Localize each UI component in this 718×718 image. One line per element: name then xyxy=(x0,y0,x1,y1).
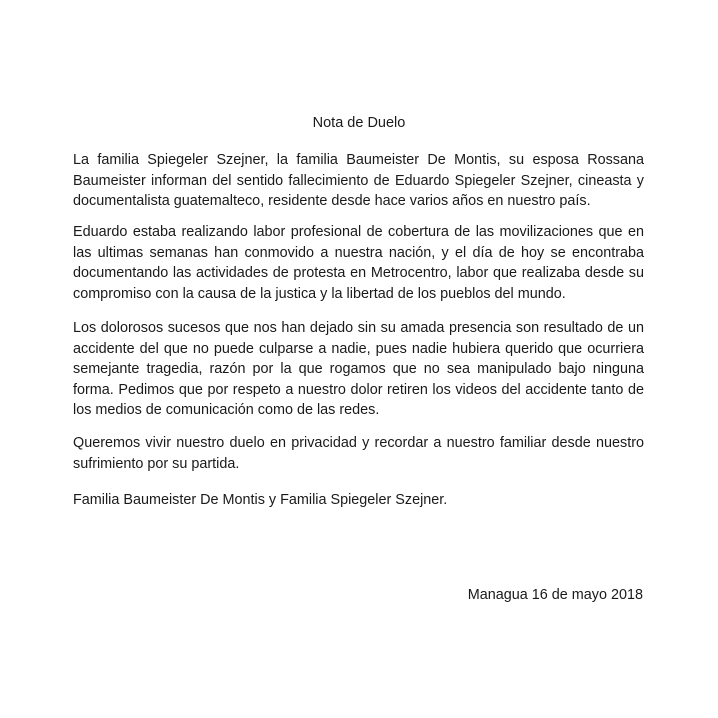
paragraph-request: Los dolorosos sucesos que nos han dejado sin su amada presencia son resultado de un accidente del que no puede culparse a nadie, pues nadie hubiera querido que ocurriera semejante tragedia, razón por la que rogamos que no sea manipulado bajo ninguna forma. Pedimos que por respeto a nuestro dolor retiren los videos del accidente tanto de los medios de comunicación como de las redes. xyxy=(73,320,644,419)
signature-families: Familia Baumeister De Montis y Familia Spiegeler Szejner. xyxy=(73,492,448,508)
paragraph-mourning: Queremos vivir nuestro duelo en privacidad y recordar a nuestro familiar desde nuestro sufrimiento por su partida. xyxy=(73,435,644,472)
page-title: Nota de Duelo xyxy=(312,115,406,131)
paragraph-announcement: La familia Spiegeler Szejner, la familia Baumeister De Montis, su esposa Rossana Baumeister informan del sentido fallecimiento de Eduardo Spiegeler Szejner, cineasta y documentalista guatemalteco, residente desde hace varios años en nuestro país. xyxy=(73,152,644,210)
paragraph-circumstances: Eduardo estaba realizando labor profesional de cobertura de las movilizaciones que en las ultimas semanas han conmovido a nuestra nación, y el día de hoy se encontraba documentando las actividades de protesta en Metrocentro, labor que realizaba desde su compromiso con la causa de la justica y la libertad de los pueblos del mundo. xyxy=(73,224,644,302)
place-date: Managua 16 de mayo 2018 xyxy=(467,587,643,603)
